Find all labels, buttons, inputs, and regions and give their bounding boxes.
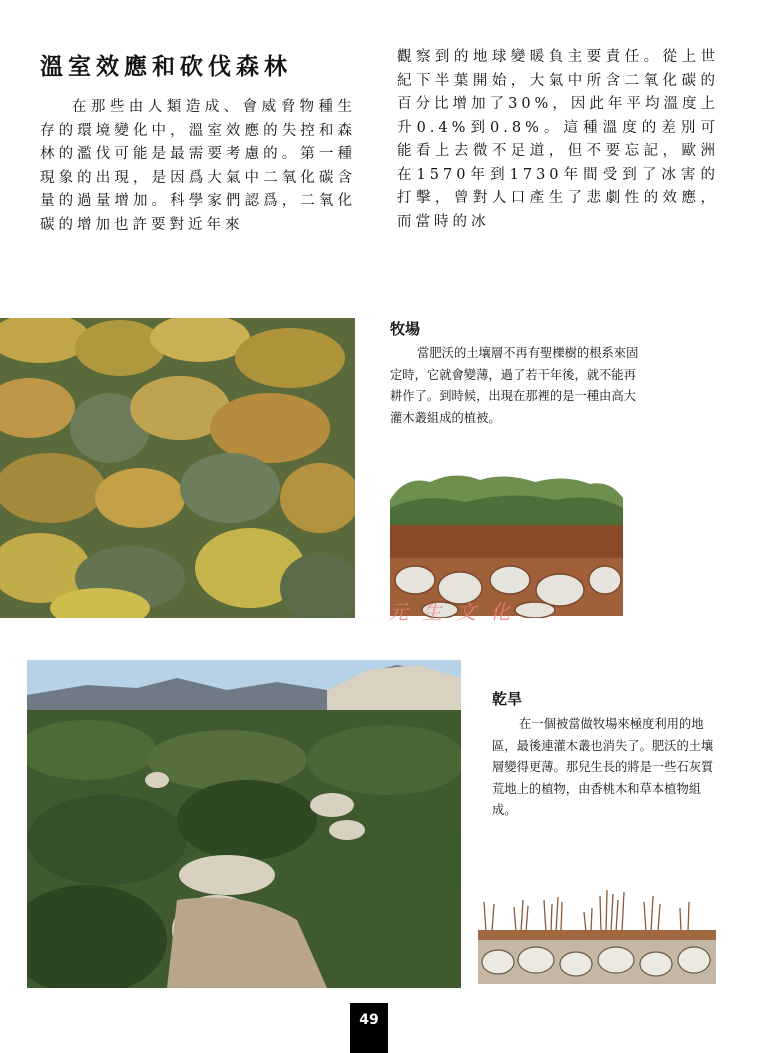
caption-drought-title: 乾旱 bbox=[492, 690, 523, 708]
soil-profile-grass-illustration bbox=[476, 882, 718, 986]
scrubland-photo bbox=[0, 318, 355, 618]
drought-landscape-photo bbox=[27, 660, 461, 988]
caption-pasture-text: 當肥沃的土壤層不再有聖櫟樹的根系來固定時，它就會變薄，過了若干年後，就不能再耕作了。到時候，出現在那裡的是一種由高大灌木叢組成的植被。 bbox=[390, 346, 639, 425]
caption-drought-text: 在一個被當做牧場來極度利用的地區，最後連灌木叢也消失了。肥沃的土壤層變得更薄。那兒生長的將是一些石灰質荒地上的植物，由香桃木和草本植物組成。 bbox=[492, 717, 714, 817]
page-title: 溫室效應和砍伐森林 bbox=[40, 54, 292, 80]
body-paragraph-right: 觀察到的地球變暖負主要責任。從上世紀下半葉開始，大氣中所含二氧化碳的百分比增加了30%，因此年平均溫度上升0.4%到0.8%。這種溫度的差別可能看上去微不足道，但不要忘記，歐洲在1570年到1730年間受到了冰害的打擊，曾對人口產生了悲劇性的效應，而當時的冰 bbox=[397, 49, 719, 230]
body-column-left bbox=[40, 96, 356, 237]
caption-pasture-title: 牧場 bbox=[390, 320, 421, 338]
body-column-right bbox=[397, 46, 719, 234]
publisher-watermark: 元生文化 bbox=[388, 600, 524, 624]
page-number: 49 bbox=[350, 1003, 388, 1053]
body-paragraph-left: 在那些由人類造成、會威脅物種生存的環境變化中，溫室效應的失控和森林的濫伐可能是最需要考慮的。第一種現象的出現，是因爲大氣中二氧化碳含量的過量增加。科學家們認爲，二氧化碳的增加也許要對近年來 bbox=[40, 99, 356, 233]
